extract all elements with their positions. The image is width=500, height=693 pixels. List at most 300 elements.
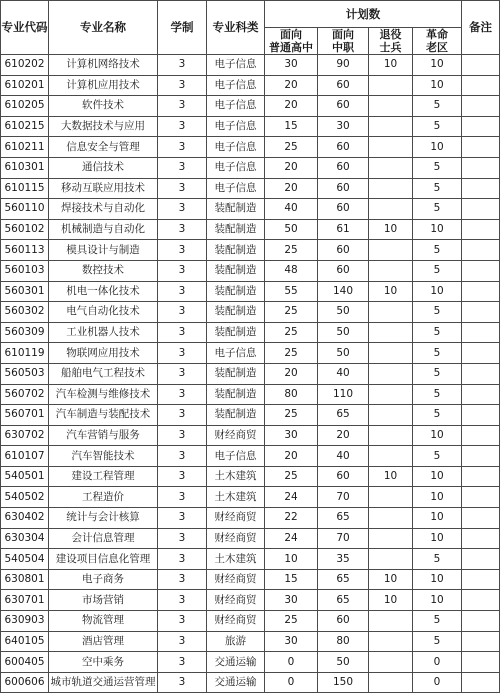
cell-category: 装配制造 xyxy=(207,260,265,281)
cell-plan-vocational: 65 xyxy=(318,508,369,529)
cell-plan-vocational: 80 xyxy=(318,631,369,652)
cell-name: 城市轨道交通运营管理 xyxy=(49,672,158,693)
cell-plan-high-school: 50 xyxy=(265,219,318,240)
cell-name: 计算机应用技术 xyxy=(49,75,158,96)
cell-name: 大数据技术与应用 xyxy=(49,116,158,137)
table-row xyxy=(1,96,500,117)
table-row xyxy=(1,652,500,673)
cell-category: 交通运输 xyxy=(207,652,265,673)
cell-remark xyxy=(462,240,500,261)
cell-plan-high-school: 20 xyxy=(265,446,318,467)
cell-plan-vocational: 40 xyxy=(318,446,369,467)
cell-years: 3 xyxy=(158,549,207,570)
table-row xyxy=(1,384,500,405)
cell-plan-high-school: 48 xyxy=(265,260,318,281)
cell-plan-high-school: 0 xyxy=(265,652,318,673)
cell-category: 财经商贸 xyxy=(207,569,265,590)
cell-plan-veterans xyxy=(369,631,413,652)
cell-plan-old-revolutionary: 10 xyxy=(413,466,462,487)
cell-name: 模具设计与制造 xyxy=(49,240,158,261)
header-plan-high-school: 面向 普通高中 xyxy=(265,28,318,55)
cell-plan-vocational: 50 xyxy=(318,302,369,323)
cell-code: 610301 xyxy=(1,157,49,178)
cell-name: 会计信息管理 xyxy=(49,528,158,549)
cell-plan-old-revolutionary: 10 xyxy=(413,219,462,240)
cell-plan-high-school: 25 xyxy=(265,322,318,343)
cell-plan-high-school: 20 xyxy=(265,157,318,178)
cell-plan-veterans xyxy=(369,75,413,96)
cell-plan-vocational: 61 xyxy=(318,219,369,240)
cell-years: 3 xyxy=(158,260,207,281)
cell-plan-vocational: 140 xyxy=(318,281,369,302)
cell-remark xyxy=(462,384,500,405)
cell-category: 电子信息 xyxy=(207,157,265,178)
cell-code: 630701 xyxy=(1,590,49,611)
cell-years: 3 xyxy=(158,116,207,137)
cell-category: 旅游 xyxy=(207,631,265,652)
cell-plan-high-school: 25 xyxy=(265,240,318,261)
cell-plan-old-revolutionary: 10 xyxy=(413,55,462,76)
table-row xyxy=(1,240,500,261)
cell-plan-high-school: 30 xyxy=(265,631,318,652)
cell-plan-old-revolutionary: 5 xyxy=(413,260,462,281)
cell-code: 600405 xyxy=(1,652,49,673)
cell-code: 560309 xyxy=(1,322,49,343)
cell-years: 3 xyxy=(158,405,207,426)
cell-plan-vocational: 40 xyxy=(318,363,369,384)
cell-plan-high-school: 30 xyxy=(265,55,318,76)
cell-plan-high-school: 80 xyxy=(265,384,318,405)
cell-plan-high-school: 25 xyxy=(265,405,318,426)
cell-years: 3 xyxy=(158,240,207,261)
header-remark: 备注 xyxy=(462,1,500,55)
cell-category: 装配制造 xyxy=(207,240,265,261)
cell-plan-vocational: 60 xyxy=(318,178,369,199)
cell-plan-veterans xyxy=(369,157,413,178)
cell-remark xyxy=(462,55,500,76)
cell-code: 560701 xyxy=(1,405,49,426)
cell-name: 焊接技术与自动化 xyxy=(49,199,158,220)
table-row xyxy=(1,569,500,590)
cell-plan-old-revolutionary: 5 xyxy=(413,178,462,199)
cell-plan-vocational: 65 xyxy=(318,405,369,426)
cell-plan-veterans xyxy=(369,487,413,508)
cell-plan-veterans xyxy=(369,405,413,426)
cell-code: 610201 xyxy=(1,75,49,96)
cell-category: 电子信息 xyxy=(207,96,265,117)
cell-code: 560503 xyxy=(1,363,49,384)
cell-remark xyxy=(462,466,500,487)
cell-code: 560110 xyxy=(1,199,49,220)
cell-remark xyxy=(462,590,500,611)
cell-plan-veterans xyxy=(369,508,413,529)
cell-remark xyxy=(462,508,500,529)
cell-plan-high-school: 25 xyxy=(265,611,318,632)
cell-years: 3 xyxy=(158,652,207,673)
cell-plan-veterans xyxy=(369,137,413,158)
cell-code: 630304 xyxy=(1,528,49,549)
cell-plan-high-school: 20 xyxy=(265,363,318,384)
cell-plan-vocational: 60 xyxy=(318,75,369,96)
cell-name: 软件技术 xyxy=(49,96,158,117)
cell-name: 计算机网络技术 xyxy=(49,55,158,76)
cell-plan-veterans xyxy=(369,363,413,384)
cell-plan-veterans: 10 xyxy=(369,281,413,302)
cell-category: 电子信息 xyxy=(207,75,265,96)
table-header xyxy=(1,1,500,55)
cell-remark xyxy=(462,487,500,508)
cell-plan-vocational: 30 xyxy=(318,116,369,137)
cell-name: 船舶电气工程技术 xyxy=(49,363,158,384)
cell-plan-high-school: 30 xyxy=(265,425,318,446)
cell-plan-vocational: 70 xyxy=(318,528,369,549)
cell-plan-old-revolutionary: 10 xyxy=(413,569,462,590)
header-years: 学制 xyxy=(158,1,207,55)
cell-category: 装配制造 xyxy=(207,199,265,220)
cell-plan-vocational: 60 xyxy=(318,157,369,178)
cell-plan-veterans xyxy=(369,611,413,632)
cell-years: 3 xyxy=(158,611,207,632)
cell-plan-vocational: 60 xyxy=(318,96,369,117)
cell-plan-vocational: 60 xyxy=(318,137,369,158)
table-row xyxy=(1,425,500,446)
cell-code: 540504 xyxy=(1,549,49,570)
cell-name: 汽车检测与维修技术 xyxy=(49,384,158,405)
cell-plan-veterans xyxy=(369,178,413,199)
cell-name: 市场营销 xyxy=(49,590,158,611)
table-row xyxy=(1,75,500,96)
cell-years: 3 xyxy=(158,384,207,405)
cell-category: 装配制造 xyxy=(207,302,265,323)
cell-name: 移动互联应用技术 xyxy=(49,178,158,199)
cell-remark xyxy=(462,425,500,446)
cell-years: 3 xyxy=(158,281,207,302)
cell-plan-veterans: 10 xyxy=(369,590,413,611)
cell-remark xyxy=(462,157,500,178)
cell-plan-old-revolutionary: 10 xyxy=(413,487,462,508)
cell-plan-vocational: 110 xyxy=(318,384,369,405)
cell-remark xyxy=(462,260,500,281)
cell-plan-old-revolutionary: 5 xyxy=(413,611,462,632)
cell-plan-vocational: 70 xyxy=(318,487,369,508)
cell-code: 560113 xyxy=(1,240,49,261)
cell-code: 560302 xyxy=(1,302,49,323)
cell-name: 工业机器人技术 xyxy=(49,322,158,343)
cell-plan-old-revolutionary: 5 xyxy=(413,96,462,117)
cell-category: 装配制造 xyxy=(207,405,265,426)
cell-category: 财经商贸 xyxy=(207,611,265,632)
cell-category: 装配制造 xyxy=(207,281,265,302)
cell-remark xyxy=(462,343,500,364)
cell-remark xyxy=(462,75,500,96)
cell-remark xyxy=(462,219,500,240)
cell-code: 540502 xyxy=(1,487,49,508)
table-row xyxy=(1,199,500,220)
cell-plan-old-revolutionary: 5 xyxy=(413,631,462,652)
cell-category: 土木建筑 xyxy=(207,466,265,487)
cell-plan-veterans: 10 xyxy=(369,569,413,590)
cell-plan-vocational: 20 xyxy=(318,425,369,446)
cell-years: 3 xyxy=(158,466,207,487)
cell-plan-vocational: 65 xyxy=(318,569,369,590)
cell-remark xyxy=(462,363,500,384)
cell-remark xyxy=(462,178,500,199)
cell-plan-high-school: 24 xyxy=(265,487,318,508)
cell-plan-high-school: 25 xyxy=(265,466,318,487)
cell-plan-high-school: 25 xyxy=(265,137,318,158)
cell-years: 3 xyxy=(158,631,207,652)
cell-code: 560702 xyxy=(1,384,49,405)
cell-remark xyxy=(462,302,500,323)
cell-category: 财经商贸 xyxy=(207,425,265,446)
cell-code: 610107 xyxy=(1,446,49,467)
header-plan-veterans: 退役 士兵 xyxy=(369,28,413,55)
cell-name: 机械制造与自动化 xyxy=(49,219,158,240)
cell-years: 3 xyxy=(158,55,207,76)
cell-plan-old-revolutionary: 5 xyxy=(413,322,462,343)
cell-plan-veterans xyxy=(369,549,413,570)
cell-category: 电子信息 xyxy=(207,178,265,199)
cell-plan-old-revolutionary: 10 xyxy=(413,508,462,529)
cell-plan-veterans xyxy=(369,446,413,467)
cell-category: 电子信息 xyxy=(207,446,265,467)
cell-name: 汽车营销与服务 xyxy=(49,425,158,446)
header-plan-old-revolutionary: 革命 老区 xyxy=(413,28,462,55)
cell-plan-high-school: 22 xyxy=(265,508,318,529)
cell-plan-high-school: 15 xyxy=(265,116,318,137)
table-row xyxy=(1,508,500,529)
cell-code: 540501 xyxy=(1,466,49,487)
cell-plan-high-school: 15 xyxy=(265,569,318,590)
cell-remark xyxy=(462,199,500,220)
cell-years: 3 xyxy=(158,219,207,240)
cell-plan-old-revolutionary: 10 xyxy=(413,137,462,158)
cell-plan-veterans xyxy=(369,116,413,137)
cell-plan-vocational: 60 xyxy=(318,240,369,261)
cell-name: 机电一体化技术 xyxy=(49,281,158,302)
table-row xyxy=(1,343,500,364)
cell-name: 建设工程管理 xyxy=(49,466,158,487)
cell-remark xyxy=(462,96,500,117)
cell-category: 装配制造 xyxy=(207,363,265,384)
cell-years: 3 xyxy=(158,672,207,693)
cell-name: 空中乘务 xyxy=(49,652,158,673)
cell-remark xyxy=(462,281,500,302)
table-row xyxy=(1,363,500,384)
cell-plan-veterans xyxy=(369,96,413,117)
cell-plan-old-revolutionary: 0 xyxy=(413,652,462,673)
cell-plan-high-school: 25 xyxy=(265,302,318,323)
cell-plan-veterans xyxy=(369,302,413,323)
cell-plan-old-revolutionary: 5 xyxy=(413,446,462,467)
header-name: 专业名称 xyxy=(49,1,158,55)
cell-remark xyxy=(462,611,500,632)
cell-remark xyxy=(462,116,500,137)
cell-plan-old-revolutionary: 5 xyxy=(413,157,462,178)
cell-years: 3 xyxy=(158,199,207,220)
table-row xyxy=(1,157,500,178)
cell-code: 610211 xyxy=(1,137,49,158)
table-row xyxy=(1,322,500,343)
cell-code: 630702 xyxy=(1,425,49,446)
cell-name: 电子商务 xyxy=(49,569,158,590)
cell-code: 610202 xyxy=(1,55,49,76)
cell-plan-veterans xyxy=(369,322,413,343)
cell-plan-old-revolutionary: 0 xyxy=(413,672,462,693)
cell-plan-old-revolutionary: 5 xyxy=(413,116,462,137)
cell-years: 3 xyxy=(158,446,207,467)
cell-plan-high-school: 30 xyxy=(265,590,318,611)
cell-name: 电气自动化技术 xyxy=(49,302,158,323)
table-row xyxy=(1,137,500,158)
cell-plan-veterans xyxy=(369,425,413,446)
cell-plan-vocational: 60 xyxy=(318,466,369,487)
cell-plan-high-school: 40 xyxy=(265,199,318,220)
cell-name: 建设项目信息化管理 xyxy=(49,549,158,570)
cell-plan-veterans: 10 xyxy=(369,219,413,240)
cell-plan-old-revolutionary: 5 xyxy=(413,199,462,220)
cell-code: 630402 xyxy=(1,508,49,529)
cell-code: 630903 xyxy=(1,611,49,632)
cell-category: 电子信息 xyxy=(207,55,265,76)
cell-category: 装配制造 xyxy=(207,384,265,405)
cell-plan-high-school: 10 xyxy=(265,549,318,570)
cell-code: 610215 xyxy=(1,116,49,137)
cell-plan-old-revolutionary: 5 xyxy=(413,343,462,364)
table-row xyxy=(1,611,500,632)
cell-plan-old-revolutionary: 10 xyxy=(413,590,462,611)
cell-plan-veterans: 10 xyxy=(369,55,413,76)
header-plan: 计划数 xyxy=(265,1,462,28)
table-row xyxy=(1,116,500,137)
cell-name: 通信技术 xyxy=(49,157,158,178)
cell-years: 3 xyxy=(158,302,207,323)
table-body xyxy=(1,55,500,693)
cell-years: 3 xyxy=(158,487,207,508)
cell-plan-vocational: 60 xyxy=(318,611,369,632)
table-row xyxy=(1,281,500,302)
cell-plan-high-school: 20 xyxy=(265,178,318,199)
cell-remark xyxy=(462,446,500,467)
table-row xyxy=(1,528,500,549)
cell-code: 560103 xyxy=(1,260,49,281)
table-row xyxy=(1,466,500,487)
cell-code: 640105 xyxy=(1,631,49,652)
cell-years: 3 xyxy=(158,508,207,529)
cell-name: 汽车制造与装配技术 xyxy=(49,405,158,426)
cell-category: 土木建筑 xyxy=(207,487,265,508)
table-row xyxy=(1,260,500,281)
cell-plan-veterans xyxy=(369,240,413,261)
header-plan-vocational: 面向 中职 xyxy=(318,28,369,55)
cell-name: 物流管理 xyxy=(49,611,158,632)
cell-category: 财经商贸 xyxy=(207,590,265,611)
cell-plan-old-revolutionary: 5 xyxy=(413,240,462,261)
cell-remark xyxy=(462,631,500,652)
cell-name: 酒店管理 xyxy=(49,631,158,652)
cell-plan-veterans xyxy=(369,199,413,220)
cell-name: 数控技术 xyxy=(49,260,158,281)
cell-plan-old-revolutionary: 10 xyxy=(413,528,462,549)
cell-plan-vocational: 150 xyxy=(318,672,369,693)
cell-plan-old-revolutionary: 5 xyxy=(413,302,462,323)
cell-remark xyxy=(462,528,500,549)
cell-category: 电子信息 xyxy=(207,137,265,158)
cell-plan-old-revolutionary: 10 xyxy=(413,425,462,446)
cell-plan-veterans xyxy=(369,528,413,549)
table-row xyxy=(1,219,500,240)
cell-code: 560102 xyxy=(1,219,49,240)
cell-remark xyxy=(462,549,500,570)
cell-remark xyxy=(462,322,500,343)
cell-plan-high-school: 55 xyxy=(265,281,318,302)
cell-years: 3 xyxy=(158,157,207,178)
cell-name: 工程造价 xyxy=(49,487,158,508)
cell-plan-veterans xyxy=(369,384,413,405)
cell-category: 电子信息 xyxy=(207,343,265,364)
table-row xyxy=(1,405,500,426)
cell-years: 3 xyxy=(158,343,207,364)
header-category: 专业科类 xyxy=(207,1,265,55)
cell-name: 物联网应用技术 xyxy=(49,343,158,364)
cell-plan-old-revolutionary: 10 xyxy=(413,75,462,96)
cell-code: 610119 xyxy=(1,343,49,364)
cell-years: 3 xyxy=(158,178,207,199)
cell-remark xyxy=(462,405,500,426)
cell-years: 3 xyxy=(158,363,207,384)
cell-plan-old-revolutionary: 5 xyxy=(413,405,462,426)
cell-category: 财经商贸 xyxy=(207,508,265,529)
cell-code: 560301 xyxy=(1,281,49,302)
cell-years: 3 xyxy=(158,322,207,343)
cell-remark xyxy=(462,569,500,590)
cell-years: 3 xyxy=(158,96,207,117)
cell-plan-old-revolutionary: 5 xyxy=(413,549,462,570)
table-row xyxy=(1,549,500,570)
table-row xyxy=(1,631,500,652)
cell-plan-high-school: 25 xyxy=(265,343,318,364)
cell-plan-vocational: 60 xyxy=(318,199,369,220)
header-code: 专业代码 xyxy=(1,1,49,55)
cell-years: 3 xyxy=(158,569,207,590)
cell-years: 3 xyxy=(158,590,207,611)
table-row xyxy=(1,302,500,323)
cell-code: 600606 xyxy=(1,672,49,693)
cell-years: 3 xyxy=(158,528,207,549)
cell-code: 610115 xyxy=(1,178,49,199)
cell-plan-old-revolutionary: 5 xyxy=(413,384,462,405)
cell-plan-veterans xyxy=(369,260,413,281)
cell-remark xyxy=(462,137,500,158)
cell-plan-vocational: 35 xyxy=(318,549,369,570)
cell-years: 3 xyxy=(158,75,207,96)
cell-name: 信息安全与管理 xyxy=(49,137,158,158)
cell-years: 3 xyxy=(158,425,207,446)
cell-plan-vocational: 50 xyxy=(318,652,369,673)
cell-category: 装配制造 xyxy=(207,219,265,240)
cell-code: 610205 xyxy=(1,96,49,117)
cell-name: 统计与会计核算 xyxy=(49,508,158,529)
cell-plan-high-school: 24 xyxy=(265,528,318,549)
cell-plan-vocational: 90 xyxy=(318,55,369,76)
cell-plan-veterans xyxy=(369,652,413,673)
cell-category: 交通运输 xyxy=(207,672,265,693)
cell-plan-veterans: 10 xyxy=(369,466,413,487)
cell-remark xyxy=(462,652,500,673)
cell-code: 630801 xyxy=(1,569,49,590)
cell-category: 土木建筑 xyxy=(207,549,265,570)
cell-category: 财经商贸 xyxy=(207,528,265,549)
